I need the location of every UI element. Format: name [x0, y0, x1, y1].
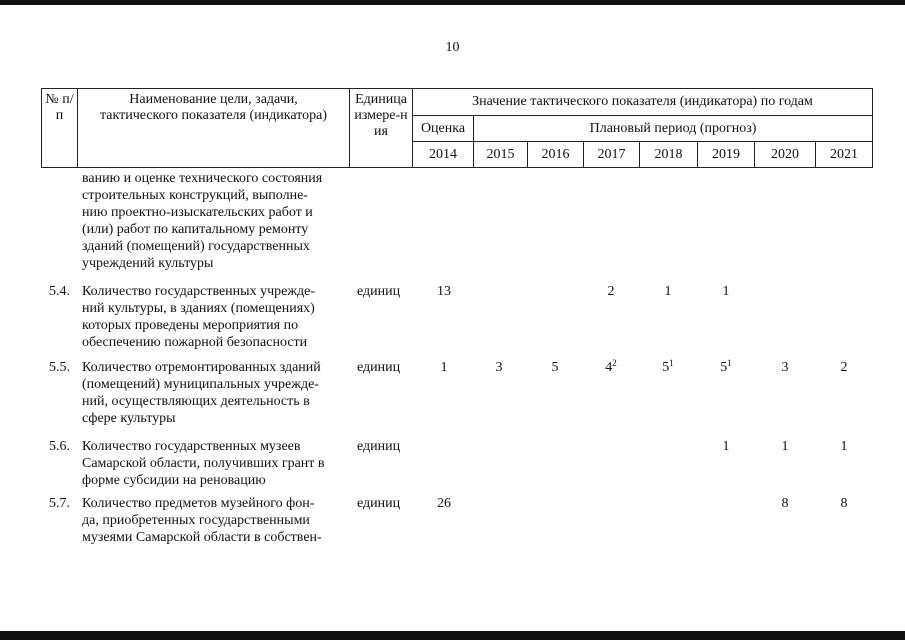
row-number: 5.7.: [49, 496, 70, 511]
value-number: 8: [840, 496, 848, 511]
row-description-line: обеспечению пожарной безопасности: [82, 335, 308, 350]
row-description: [82, 438, 354, 489]
value-2014: [419, 359, 469, 376]
value-footnote: 2: [612, 358, 617, 368]
row-description: [82, 283, 354, 351]
continuation-text: [82, 170, 354, 272]
year-label: 2014: [429, 146, 457, 162]
year-label: 2021: [830, 146, 858, 162]
header-unit-text: Единица измере-ния: [354, 92, 408, 139]
value-2017: [586, 359, 636, 376]
row-description-line: Количество предметов музейного фон-: [82, 496, 315, 511]
row-description-line: да, приобретенных государственными: [82, 513, 310, 528]
row-description-line: форме субсидии на реновацию: [82, 473, 266, 488]
value-footnote: 1: [727, 358, 732, 368]
value-2021: [819, 359, 869, 376]
value-number: 26: [437, 496, 451, 511]
row-description-line: ний культуры, в зданиях (помещениях): [82, 301, 315, 316]
continuation-line: зданий (помещений) государственных: [82, 239, 310, 254]
value-2018: [643, 283, 693, 300]
row-description-line: сфере культуры: [82, 411, 176, 426]
value-number: 1: [840, 439, 848, 454]
value-2016: [530, 359, 580, 376]
value-number: 1: [722, 284, 730, 299]
value-2021: [819, 495, 869, 512]
row-description-line: ний, осуществляющих деятельность в: [82, 394, 310, 409]
continuation-line: ванию и оценке технического состояния: [82, 171, 323, 186]
row-unit: единиц: [357, 496, 401, 511]
value-number: 3: [495, 360, 503, 375]
year-label: 2015: [486, 146, 515, 162]
header-estimate-text: Оценка: [420, 120, 466, 136]
value-number: 8: [781, 496, 789, 511]
header-name: [77, 88, 350, 168]
value-number: 1: [440, 360, 448, 375]
header-num-text: № п/п: [45, 92, 74, 123]
header-year-2016: [527, 141, 584, 168]
header-name-text: Наименование цели, задачи, тактического показателя (индикатора): [100, 92, 327, 123]
row-description-line: музеями Самарской области в собствен-: [82, 530, 322, 545]
header-year-2018: [639, 141, 698, 168]
continuation-line: (или) работ по капитальному ремонту: [82, 222, 309, 237]
row-unit: единиц: [357, 439, 401, 454]
year-label: 2020: [771, 146, 799, 162]
value-number: 1: [781, 439, 789, 454]
row-description-line: Самарской области, получивших грант в: [82, 456, 325, 471]
row-number: 5.6.: [49, 439, 70, 454]
header-year-2021: [815, 141, 873, 168]
value-2019: [701, 283, 751, 300]
year-label: 2019: [712, 146, 740, 162]
value-2018: [643, 359, 693, 376]
row-unit: единиц: [357, 284, 401, 299]
row-description-line: (помещений) муниципальных учрежде-: [82, 377, 319, 392]
value-2020: [760, 495, 810, 512]
value-2021: [819, 438, 869, 455]
header-year-2014: [412, 141, 474, 168]
header-estimate: [412, 115, 474, 142]
value-2014: [419, 283, 469, 300]
row-description-line: Количество отремонтированных зданий: [82, 360, 321, 375]
value-2019: [701, 438, 751, 455]
year-label: 2018: [654, 146, 683, 162]
year-label: 2017: [597, 146, 626, 162]
value-number: 1: [664, 284, 672, 299]
value-2017: [586, 283, 636, 300]
row-description-line: которых проведены мероприятия по: [82, 318, 299, 333]
header-year-2019: [697, 141, 755, 168]
value-footnote: 1: [669, 358, 674, 368]
header-values-text: Значение тактического показателя (индикатора) по годам: [472, 94, 813, 109]
continuation-line: учреждений культуры: [82, 256, 214, 271]
value-2019: [701, 359, 751, 376]
header-values: [412, 88, 873, 116]
value-number: 5: [720, 360, 728, 375]
continuation-line: нию проектно-изыскательских работ и: [82, 205, 313, 220]
value-2014: [419, 495, 469, 512]
header-year-2015: [473, 141, 528, 168]
value-2020: [760, 438, 810, 455]
value-number: 2: [607, 284, 615, 299]
continuation-line: строительных конструкций, выполне-: [82, 188, 308, 203]
row-description-line: Количество государственных музеев: [82, 439, 301, 454]
row-unit: единиц: [357, 360, 401, 375]
value-number: 3: [781, 360, 789, 375]
page-number: 10: [445, 40, 460, 55]
row-number: 5.5.: [49, 360, 70, 375]
value-number: 4: [605, 360, 613, 375]
row-description-line: Количество государственных учрежде-: [82, 284, 316, 299]
header-unit: [349, 88, 413, 168]
header-plan-text: Плановый период (прогноз): [589, 120, 757, 136]
bottom-edge: [0, 631, 905, 640]
value-number: 13: [437, 284, 451, 299]
header-year-2020: [754, 141, 816, 168]
row-description: [82, 359, 354, 427]
value-2015: [474, 359, 524, 376]
header-num: [41, 88, 78, 168]
value-2020: [760, 359, 810, 376]
row-description: [82, 495, 354, 546]
value-number: 1: [722, 439, 730, 454]
header-plan: [473, 115, 873, 142]
value-number: 2: [840, 360, 848, 375]
header-year-2017: [583, 141, 640, 168]
value-number: 5: [551, 360, 559, 375]
top-edge: [0, 0, 905, 5]
value-number: 5: [662, 360, 670, 375]
year-label: 2016: [541, 146, 570, 162]
row-number: 5.4.: [49, 284, 70, 299]
